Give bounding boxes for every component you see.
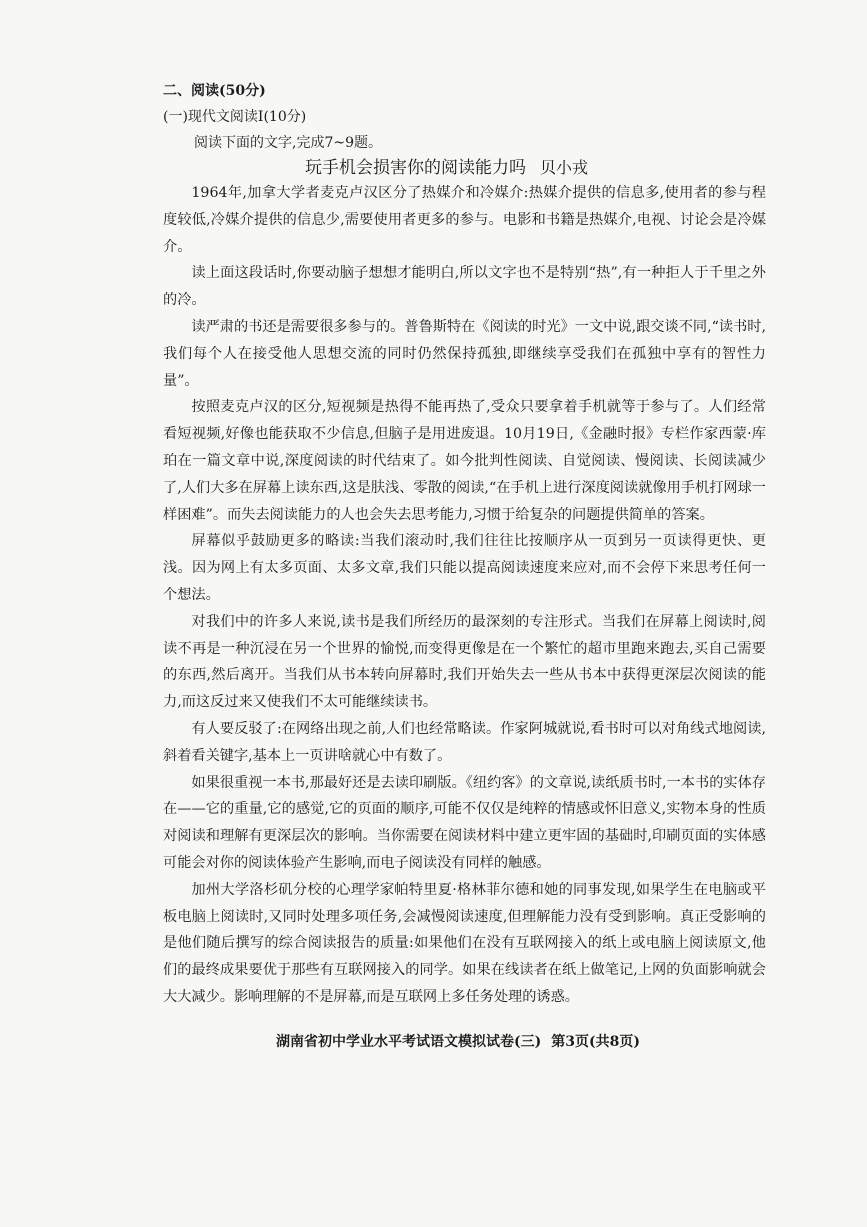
paragraph: 加州大学洛杉矶分校的心理学家帕特里夏·格林菲尔德和她的同事发现,如果学生在电脑或平板电脑上阅读时,又同时处理多项任务,会减慢阅读速度,但理解能力没有受到影响。真正受影响的是他们随后撰写的综合阅读报告的质量:如果他们在没有互联网接入的纸上或电脑上阅读原文,他们的最终成果要优于那些有互联网接入的同学。如果在线读者在纸上做笔记,上网的负面影响就会大大减少。影响理解的不是屏幕,而是互联网上多任务处理的诱惑。 [163, 881, 766, 1005]
article-body [163, 180, 766, 1011]
paragraph: 读严肃的书还是需要很多参与的。普鲁斯特在《阅读的时光》一文中说,跟交谈不同,“读书时,我们每个人在接受他人思想交流的同时仍然保持孤独,即继续享受我们在孤独中享有的智性力量”。 [163, 318, 766, 389]
paragraph: 对我们中的许多人来说,读书是我们所经历的最深刻的专注形式。当我们在屏幕上阅读时,阅读不再是一种沉浸在另一个世界的愉悦,而变得更像是在一个繁忙的超市里跑来跑去,买自己需要的东西,然后离开。当我们从书本转向屏幕时,我们开始失去一些从书本中获得更深层次阅读的能力,而这反过来又使我们不太可能继续读书。 [163, 613, 766, 711]
paragraph: 1964年,加拿大学者麦克卢汉区分了热媒介和冷媒介:热媒介提供的信息多,使用者的参与程度较低,冷媒介提供的信息少,需要使用者更多的参与。电影和书籍是热媒介,电视、讨论会是冷媒介。 [163, 185, 766, 255]
paragraph: 屏幕似乎鼓励更多的略读:当我们滚动时,我们往往比按顺序从一页到另一页读得更快、更浅。因为网上有太多页面、太多文章,我们只能以提高阅读速度来应对,而不会停下来思考任何一个想法。 [163, 533, 766, 603]
section-subtitle: (一)现代文阅读Ⅰ(10分) [163, 109, 307, 125]
article-author: 贝小戎 [540, 158, 589, 177]
paragraph: 有人要反驳了:在网络出现之前,人们也经常略读。作家阿城就说,看书时可以对角线式地阅读,斜着看关键字,基本上一页讲啥就心中有数了。 [163, 720, 766, 764]
page-number: 第3页(共8页) [551, 1034, 640, 1050]
paragraph: 如果很重视一本书,那最好还是去读印刷版。《纽约客》的文章说,读纸质书时,一本书的实体存在——它的重量,它的感觉,它的页面的顺序,可能不仅仅是纯粹的情感或怀旧意义,实物本身的性质对阅读和理解有更深层次的影响。当你需要在阅读材料中建立更牢固的基础时,印刷页面的实体感可能会对你的阅读体验产生影响,而电子阅读没有同样的触感。 [163, 774, 766, 871]
article-title: 玩手机会损害你的阅读能力吗 [305, 158, 526, 178]
reading-instruction: 阅读下面的文字,完成7~9题。 [194, 135, 382, 151]
article-heading [305, 153, 588, 178]
page-footer [276, 1031, 640, 1051]
section-title: 二、阅读(50分) [163, 83, 266, 99]
paragraph: 按照麦克卢汉的区分,短视频是热得不能再热了,受众只要拿着手机就等于参与了。人们经常看短视频,好像也能获取不少信息,但脑子是用进废退。10月19日,《金融时报》专栏作家西蒙·库珀在一篇文章中说,深度阅读的时代结束了。如今批判性阅读、自觉阅读、慢阅读、长阅读减少了,人们大多在屏幕上读东西,这是肤浅、零散的阅读,“在手机上进行深度阅读就像用手机打网球一样困难”。而失去阅读能力的人也会失去思考能力,习惯于给复杂的问题提供简单的答案。 [163, 399, 766, 523]
paragraph: 读上面这段话时,你要动脑子想想才能明白,所以文字也不是特别“热”,有一种拒人于千里之外的冷。 [163, 265, 766, 309]
exam-title: 湖南省初中学业水平考试语文模拟试卷(三) [276, 1034, 542, 1050]
